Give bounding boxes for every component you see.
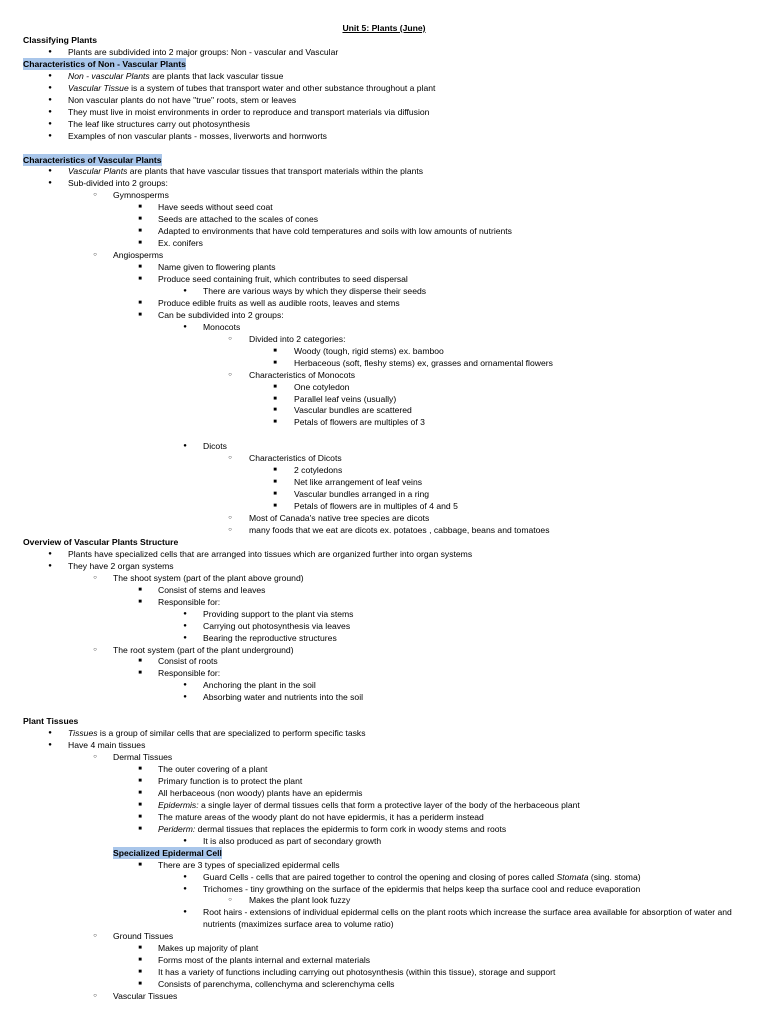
item-text [113,990,177,1002]
item-text [203,620,350,632]
text-run: Vascular bundles arranged in a ring [294,489,430,500]
item-text [294,345,444,357]
bullet-icon: ● [48,742,52,749]
text-run: Classifying Plants [23,35,98,45]
text-run: (sing. stoma) [588,871,641,882]
item-text [203,871,641,883]
text-run: Angiosperms [113,250,164,261]
bullet-icon: ● [183,443,187,450]
bullet-icon: ■ [138,264,142,270]
emphasis-term: Vascular Tissue [68,82,129,93]
text-run: They must live in moist environments in order to reproduce and transport materials via diffusion [68,106,430,117]
text-run: Characteristics of Monocots [249,369,356,380]
text-run: The shoot system (part of the plant above ground) [113,572,304,583]
item-text [158,954,370,966]
bullet-icon: ■ [273,383,277,390]
emphasis-term: Periderm: [158,823,196,834]
text-run: Bearing the reproductive structures [203,632,337,643]
heading-text [23,154,162,166]
bullet-icon: ■ [138,228,142,235]
bullet-icon: ● [48,49,52,55]
emphasis-term: Non - vascular Plants [68,70,150,81]
item-text [68,560,174,572]
bullet-icon: ● [183,873,187,880]
bullet-icon: ■ [138,825,142,832]
bullet-icon: ○ [228,897,232,904]
bullet-icon: ● [48,562,52,569]
text-run: are plants that lack vascular tissue [149,70,284,81]
item-text [68,46,338,58]
text-run: Providing support to the plant via stems [203,608,354,619]
item-text [158,978,394,990]
item-text [158,213,318,225]
item-text [113,249,163,261]
text-run: Forms most of the plants internal and external materials [158,955,371,966]
bullet-icon: ■ [138,789,142,796]
item-text [158,787,362,799]
bullet-icon: ● [183,909,187,916]
bullet-icon: ■ [138,777,142,784]
bullet-icon: ■ [138,766,142,772]
emphasis-term: Tissues [68,728,98,739]
text-run: 2 cotyledons [294,465,343,476]
bullet-icon: ■ [273,407,277,414]
text-run: One cotyledon [294,381,350,392]
item-text [113,751,172,763]
bullet-icon: ■ [138,311,142,318]
text-run: Vascular bundles are scattered [294,405,412,416]
text-run: Divided into 2 categories: [249,333,346,344]
bullet-icon: ■ [273,491,277,498]
item-text [203,883,640,895]
item-text [249,512,429,524]
heading-text [23,715,78,727]
item-text [294,416,425,428]
emphasis-term: Epidermis: [158,799,199,810]
item-text [249,894,350,906]
text-run: Overview of Vascular Plants Structure [23,536,179,547]
bullet-icon: ■ [138,204,142,211]
item-text [158,237,203,249]
text-run: Non vascular plants do not have "true" roots, stem or leaves [68,94,297,105]
bullet-icon: ■ [273,467,277,474]
item-text [68,118,250,130]
bullet-icon: ■ [138,969,142,976]
text-run: It is also produced as part of secondary growth [203,835,382,846]
item-text [68,548,472,560]
text-run: Responsible for: [158,596,221,607]
bullet-icon: ■ [138,299,142,306]
item-text [158,667,220,679]
bullet-icon: ● [48,72,52,79]
bullet-icon: ○ [228,526,232,533]
bullet-icon: ○ [93,993,97,999]
item-text [158,273,408,285]
item-text [249,452,342,464]
item-text [203,835,381,847]
bullet-icon: ● [48,168,52,175]
text-run: Petals of flowers are in multiples of 4 and 5 [294,501,458,511]
bullet-icon: ■ [138,670,142,677]
bullet-icon: ● [183,634,187,641]
item-text [113,572,304,584]
bullet-icon: ● [183,837,187,844]
text-run: Produce seed containing fruit, which contributes to seed dispersal [158,274,408,284]
text-run: All herbaceous (non woody) plants have an epidermis [158,787,363,798]
bullet-icon: ■ [138,945,142,952]
item-text [158,584,265,596]
bullet-icon: ○ [228,455,232,462]
text-run: is a group of similar cells that are specialized to perform specific tasks [97,728,366,739]
bullet-icon: ○ [228,515,232,521]
bullet-icon: ● [183,622,187,629]
bullet-icon: ● [48,84,52,91]
item-text [294,404,412,416]
bullet-icon: ● [48,108,52,115]
bullet-icon: ■ [138,957,142,964]
text-run: Absorbing water and nutrients into the soil [203,692,364,703]
item-text [158,966,555,978]
item-text [203,906,743,930]
bullet-icon: ● [183,694,187,701]
text-run: Produce edible fruits as well as audible roots, leaves and stems [158,297,400,308]
text-run: are plants that have vascular tissues that transport materials within the plants [127,166,424,177]
text-run: Anchoring the plant in the soil [203,680,316,691]
heading-text [113,847,222,859]
bullet-icon: ■ [138,813,142,820]
text-run: Adapted to environments that have cold temperatures and soils with low amounts of nutrients [158,226,512,237]
bullet-icon: ● [48,120,52,127]
item-text [113,930,173,942]
text-run: There are various ways by which they disperse their seeds [203,285,427,296]
item-text [158,775,302,787]
item-text [68,739,145,751]
bullet-icon: ■ [138,658,142,665]
item-text [203,321,240,333]
heading-text [23,58,186,70]
text-run: Plant Tissues [23,716,79,727]
bullet-icon: ■ [138,801,142,808]
item-text [158,859,340,871]
bullet-icon: ■ [138,598,142,605]
text-run: Have seeds without seed coat [158,202,273,213]
text-run: Dermal Tissues [113,752,173,762]
item-text [68,177,168,189]
text-run: is a system of tubes that transport water and other substance throughout a plant [128,82,436,93]
text-run: Most of Canada's native tree species are dicots [249,513,430,523]
item-text [68,106,429,118]
bullet-icon: ■ [273,503,277,509]
item-text [68,94,296,106]
item-text [249,524,550,536]
item-text [203,691,363,703]
bullet-icon: ■ [273,419,277,426]
bullet-icon: ● [48,550,52,557]
item-text [158,823,506,835]
bullet-icon: ● [48,730,52,737]
text-run: Ground Tissues [113,931,174,942]
bullet-icon: ■ [138,981,142,988]
item-text [68,165,423,177]
text-run: Have 4 main tissues [68,740,146,751]
text-run: Ex. conifers [158,238,203,249]
bullet-icon: ■ [273,395,277,402]
text-run: Herbaceous (soft, fleshy stems) ex, grasses and ornamental flowers [294,357,553,368]
item-text [158,596,220,608]
bullet-icon: ■ [138,240,142,247]
text-run: There are 3 types of specialized epidermal cells [158,859,340,870]
bullet-icon: ■ [273,359,277,366]
bullet-icon: ● [48,96,52,103]
text-run: Makes up majority of plant [158,943,259,954]
text-run: Name given to flowering plants [158,262,276,272]
text-run: The outer covering of a plant [158,764,268,774]
item-text [158,811,484,823]
text-run: Net like arrangement of leaf veins [294,477,423,488]
item-text [158,763,267,775]
item-text [203,440,227,452]
item-text [158,201,273,213]
text-run: The root system (part of the plant underground) [113,644,294,655]
bullet-icon: ● [183,885,187,892]
text-run: Monocots [203,321,241,332]
item-text [294,488,429,500]
text-run: Guard Cells - cells that are paired together to control the opening and closing of pores called [203,871,557,882]
text-run: a single layer of dermal tissues cells that form a protective layer of the body of the herbaceous plant [198,799,580,810]
item-text [158,297,400,309]
bullet-icon: ○ [93,192,97,199]
item-text [68,727,366,739]
text-run: Vascular Tissues [113,991,178,1001]
bullet-icon: ● [183,323,187,330]
bullet-icon: ■ [138,216,142,223]
heading-text [23,536,178,548]
text-run: Parallel leaf veins (usually) [294,393,397,404]
emphasis-term: Vascular Plants [68,166,128,177]
text-run: Woody (tough, rigid stems) ex. bamboo [294,345,444,356]
text-run: many foods that we eat are dicots ex. potatoes , cabbage, beans and tomatoes [249,524,550,535]
item-text [294,476,422,488]
text-run: Root hairs - extensions of individual epidermal cells on the plant roots which increase the surface area available for absorption of water and nutrients (maximizes surface area to volume ratio) [203,907,732,930]
text-run: Characteristics of Non - Vascular Plants [23,58,186,69]
text-run: Characteristics of Dicots [249,453,342,464]
item-text [203,679,316,691]
bullet-icon: ■ [273,479,277,486]
item-text [158,225,512,237]
bullet-icon: ■ [138,586,142,593]
text-run: Can be subdivided into 2 groups: [158,309,284,320]
text-run: Gymnosperms [113,190,169,201]
heading-text [23,34,97,46]
item-text [249,369,355,381]
item-text [249,333,346,345]
item-text [68,82,435,94]
text-run: Consist of roots [158,656,218,667]
text-run: Sub-divided into 2 groups: [68,178,168,189]
page-title: Unit 5: Plants (June) [342,23,426,33]
bullet-icon: ● [48,132,52,139]
text-run: Dicots [203,441,227,452]
bullet-icon: ○ [228,335,232,342]
text-run: Makes the plant look fuzzy [249,895,351,906]
bullet-icon: ○ [93,574,97,581]
text-run: Consist of stems and leaves [158,584,266,595]
text-run: Specialized Epidermal Cell [113,847,222,858]
text-run: It has a variety of functions including carrying out photosynthesis (within this tissue), storage and support [158,967,556,978]
text-run: Trichomes - tiny growthing on the surface of the epidermis that helps keep tha surface cool and reduce evaporation [203,883,641,894]
bullet-icon: ■ [138,276,142,282]
bullet-icon: ● [48,180,52,187]
item-text [158,309,284,321]
bullet-icon: ○ [93,252,97,259]
text-run: Plants are subdivided into 2 major groups: Non - vascular and Vascular [68,47,339,57]
bullet-icon: ● [183,610,187,617]
bullet-icon: ○ [93,646,97,653]
bullet-icon: ○ [93,933,97,940]
text-run: The mature areas of the woody plant do not have epidermis, it has a periderm instead [158,811,484,822]
item-text [68,70,283,82]
item-text [203,285,426,297]
item-text [294,381,349,393]
item-text [113,189,169,201]
item-text [158,942,258,954]
item-text [158,799,580,811]
text-run: Consists of parenchyma, collenchyma and sclerenchyma cells [158,979,395,990]
text-run: Carrying out photosynthesis via leaves [203,620,351,631]
text-run: They have 2 organ systems [68,560,174,571]
item-text [294,357,553,369]
item-text [294,393,396,405]
item-text [68,130,327,142]
text-run: Primary function is to protect the plant [158,775,303,786]
bullet-icon: ■ [138,861,142,868]
item-text [158,655,218,667]
text-run: Examples of non vascular plants - mosses, liverworts and hornworts [68,130,327,141]
item-text [203,608,353,620]
text-run: Seeds are attached to the scales of cones [158,214,319,225]
text-run: The leaf like structures carry out photosynthesis [68,118,250,129]
text-run: Characteristics of Vascular Plants [23,154,162,165]
text-run: Petals of flowers are multiples of 3 [294,417,425,428]
bullet-icon: ● [183,682,187,689]
item-text [294,464,342,476]
item-text [203,632,337,644]
emphasis-term: Stomata [556,871,589,882]
bullet-icon: ○ [228,371,232,378]
bullet-icon: ● [183,287,187,294]
text-run: Plants have specialized cells that are arranged into tissues which are organized further into organ systems [68,548,473,559]
bullet-icon: ○ [93,754,97,760]
text-run: dermal tissues that replaces the epidermis to form cork in woody stems and roots [195,823,507,834]
item-text [294,500,458,512]
item-text [113,644,294,656]
bullet-icon: ■ [273,347,277,354]
item-text [158,261,276,273]
text-run: Responsible for: [158,668,221,679]
